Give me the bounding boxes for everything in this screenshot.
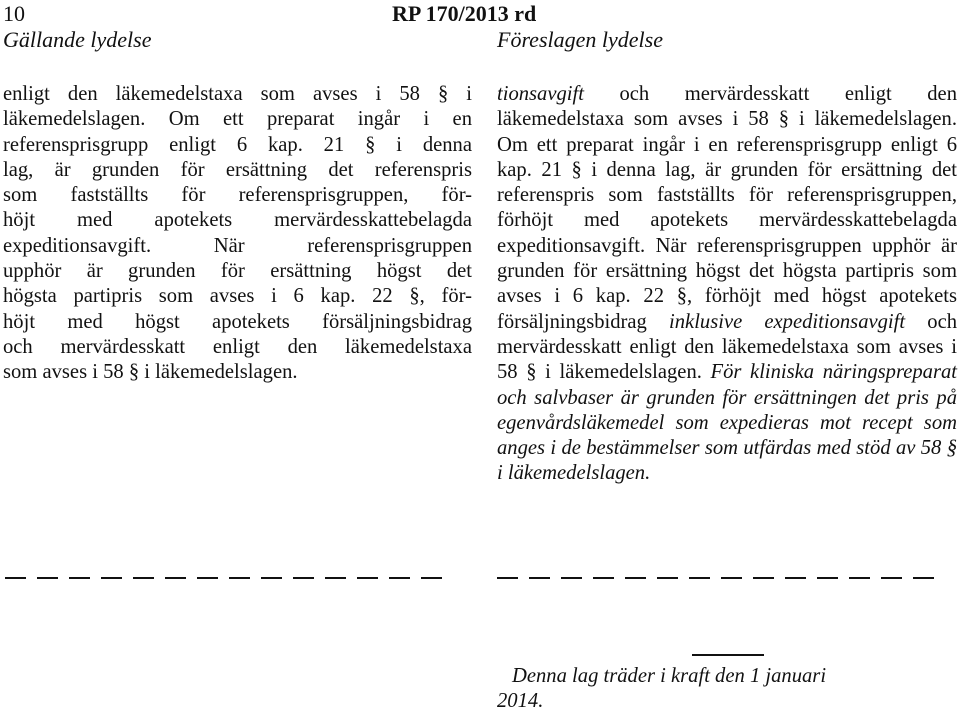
right-column-end-rule bbox=[497, 577, 934, 579]
rule-dash bbox=[657, 577, 678, 579]
proposed-text-segment: och mervärdesskatt enligt den läkemedelstaxa som avses i 58 § i läkemedelslagen. Om ett preparat ingår i en referensprisgrupp enligt 6 kap. 21 § i denna lag, är grunden för ersättning det referenspris som fastställts för referensprisgruppen, förhöjt med apotekets mervärdesskattebelagda expeditionsavgift. När referensprisgruppen upphör är grunden för ersättning högst det högsta partipris som avses i 6 kap. 22 §, förhöjt med högst apotekets försäljningsbidrag bbox=[497, 83, 957, 333]
rule-dash bbox=[133, 577, 154, 579]
left-column-end-rule bbox=[5, 577, 442, 579]
document-id: RP 170/2013 rd bbox=[392, 1, 537, 26]
rule-dash bbox=[37, 577, 58, 579]
entry-into-force-year: 2014. bbox=[497, 690, 544, 713]
rule-dash bbox=[389, 577, 410, 579]
entry-into-force-text: Denna lag träder i kraft den 1 januari bbox=[512, 665, 827, 687]
rule-dash bbox=[593, 577, 614, 579]
text-line: som fastställts för referensprisgruppen, för- bbox=[3, 184, 472, 207]
rule-dash bbox=[721, 577, 742, 579]
rule-dash bbox=[689, 577, 710, 579]
rule-dash bbox=[421, 577, 442, 579]
rule-dash bbox=[325, 577, 346, 579]
rule-dash bbox=[69, 577, 90, 579]
rule-dash bbox=[101, 577, 122, 579]
text-line: och mervärdesskatt enligt den läkemedelstaxa bbox=[3, 335, 472, 358]
text-line: höjt med högst apotekets försäljningsbidrag bbox=[3, 310, 472, 333]
proposed-text-segment: För kliniska näringspreparat och salvbaser är grunden för ersättningen det pris på egenvårdsläkemedel som expedieras mot recept som anges i de bestämmelser som utfärdas med stöd av 58 § i läkemedelslagen. bbox=[497, 361, 957, 485]
rule-dash bbox=[229, 577, 250, 579]
rule-dash bbox=[261, 577, 282, 579]
rule-dash bbox=[5, 577, 26, 579]
current-wording-heading: Gällande lydelse bbox=[3, 27, 152, 52]
rule-dash bbox=[913, 577, 934, 579]
rule-dash bbox=[293, 577, 314, 579]
rule-dash bbox=[849, 577, 870, 579]
rule-dash bbox=[817, 577, 838, 579]
proposed-wording-column bbox=[497, 82, 957, 487]
rule-dash bbox=[561, 577, 582, 579]
proposed-text-segment: tionsavgift bbox=[497, 83, 584, 105]
proposed-wording-heading: Föreslagen lydelse bbox=[497, 27, 663, 52]
rule-dash bbox=[497, 577, 518, 579]
proposed-wording-paragraph bbox=[497, 82, 957, 487]
text-line: som avses i 58 § i läkemedelslagen. bbox=[3, 361, 298, 384]
text-line: expeditionsavgift. När referensprisgruppen bbox=[3, 234, 472, 257]
rule-dash bbox=[529, 577, 550, 579]
text-line: upphör är grunden för ersättning högst det bbox=[3, 260, 472, 283]
rule-dash bbox=[785, 577, 806, 579]
rule-dash bbox=[753, 577, 774, 579]
rule-dash bbox=[357, 577, 378, 579]
current-wording-paragraph bbox=[3, 82, 472, 386]
proposed-text-segment: inklusive expeditionsavgift bbox=[669, 310, 906, 333]
text-line: högsta partipris som avses i 6 kap. 22 §, för- bbox=[3, 285, 472, 308]
rule-dash bbox=[625, 577, 646, 579]
current-wording-column bbox=[3, 82, 472, 386]
proposed-text-segment: och mervärdesskatt enligt den läkemedelstaxa som avses i 58 § i läkemedelslagen. bbox=[497, 310, 958, 384]
text-line: läkemedelslagen. Om ett preparat ingår i en bbox=[3, 108, 472, 131]
text-line: enligt den läkemedelstaxa som avses i 58 § i bbox=[3, 83, 472, 105]
text-line: höjt med apotekets mervärdesskattebelagda bbox=[3, 209, 472, 232]
rule-dash bbox=[165, 577, 186, 579]
entry-into-force-clause bbox=[497, 664, 957, 715]
text-line: referensprisgrupp enligt 6 kap. 21 § i denna bbox=[3, 133, 472, 156]
section-end-rule bbox=[692, 654, 764, 656]
page-number: 10 bbox=[3, 1, 25, 26]
text-line: lag, är grunden för ersättning det referenspris bbox=[3, 158, 472, 181]
rule-dash bbox=[197, 577, 218, 579]
rule-dash bbox=[881, 577, 902, 579]
